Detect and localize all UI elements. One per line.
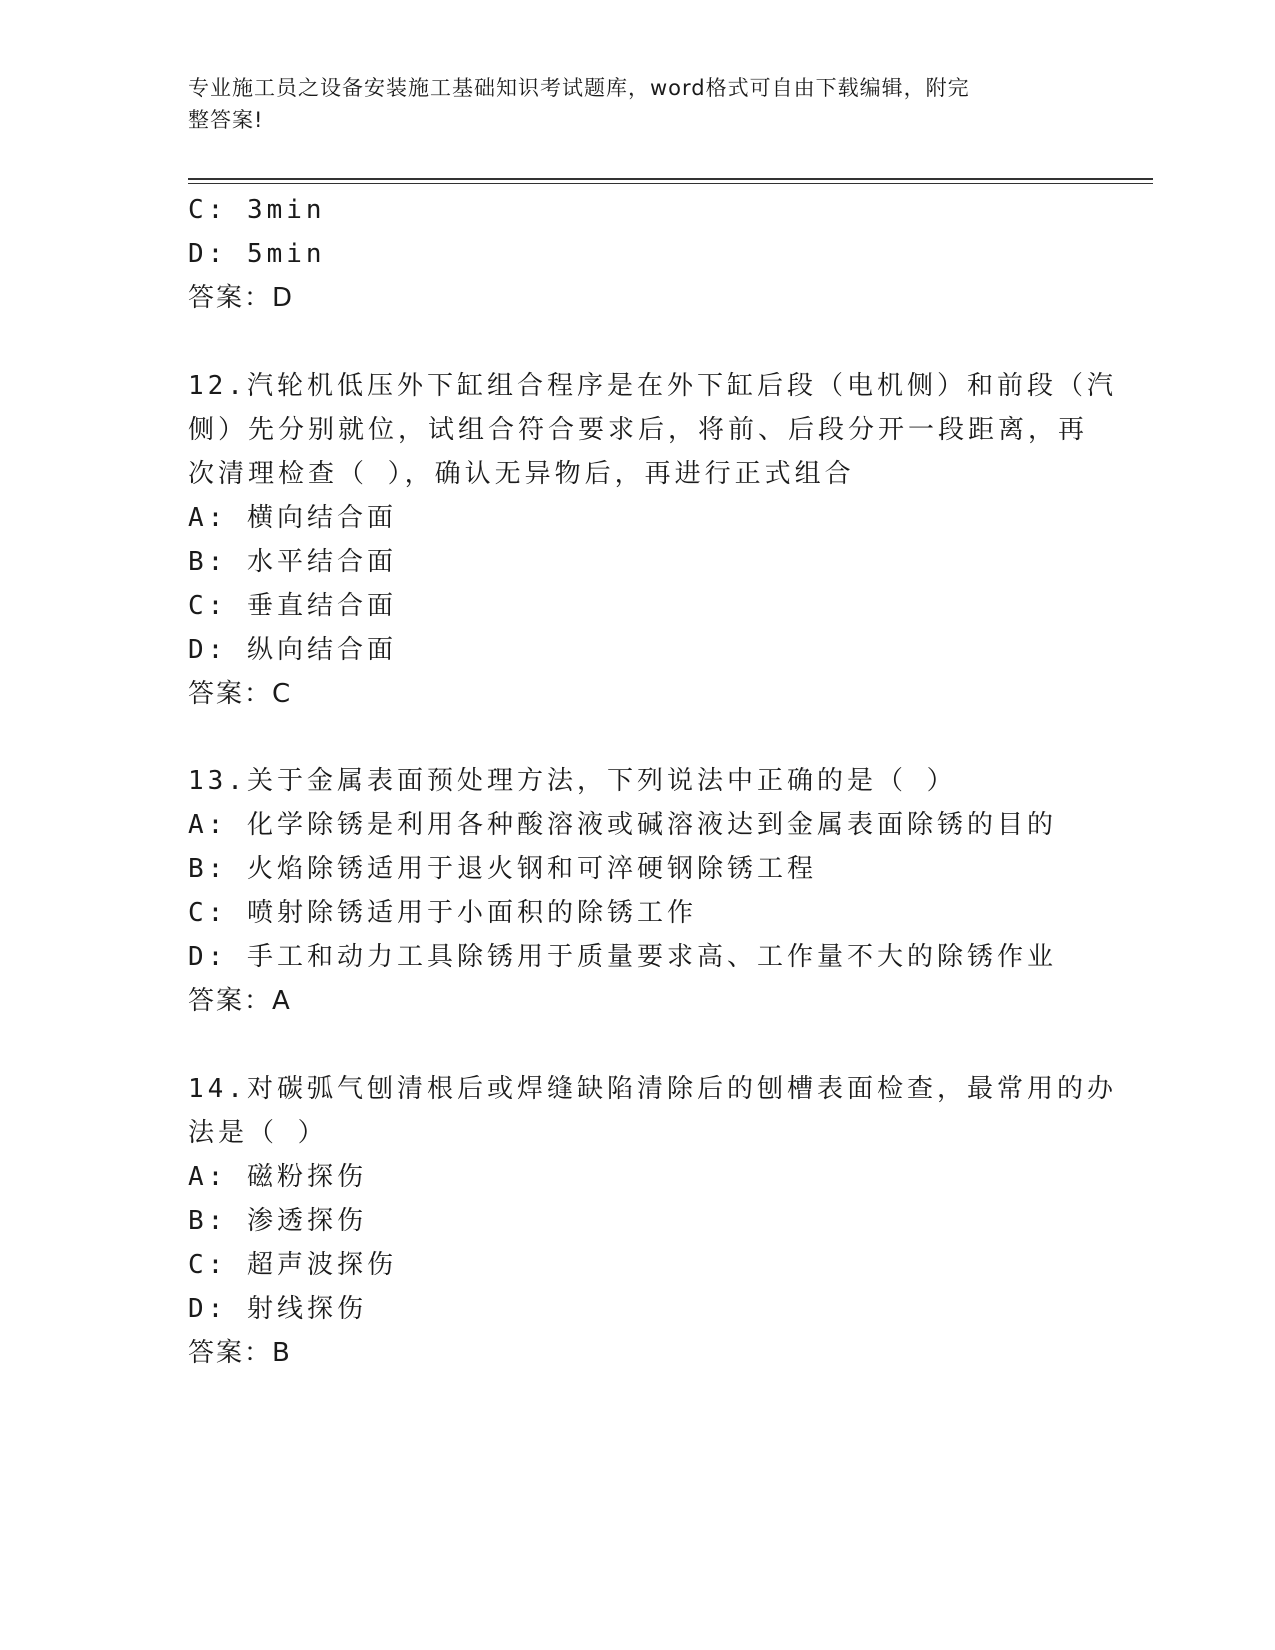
q12-stem-line-1: 12.汽轮机低压外下缸组合程序是在外下缸后段（电机侧）和前段（汽: [188, 371, 1117, 401]
q13-option-c: C: 喷射除锈适用于小面积的除锈工作: [188, 898, 697, 928]
q11-answer: 答案：D: [188, 283, 295, 313]
q14-option-a: A: 磁粉探伤: [188, 1162, 367, 1192]
q13-option-a: A: 化学除锈是利用各种酸溶液或碱溶液达到金属表面除锈的目的: [188, 810, 1057, 840]
header-line-1: 专业施工员之设备安装施工基础知识考试题库，word格式可自由下载编辑，附完: [188, 76, 970, 100]
header-divider: [188, 178, 1153, 180]
q14-stem-line-1: 14.对碳弧气刨清根后或焊缝缺陷清除后的刨槽表面检查，最常用的办: [188, 1074, 1117, 1104]
q13-stem-line-1: 13.关于金属表面预处理方法，下列说法中正确的是（ ）: [188, 766, 957, 796]
header-line-2: 整答案!: [188, 108, 264, 132]
q12-option-d: D: 纵向结合面: [188, 635, 397, 665]
q12-option-c: C: 垂直结合面: [188, 591, 397, 621]
q11-option-c: C: 3min: [188, 195, 326, 225]
q14-stem-line-2: 法是（ ）: [188, 1118, 328, 1148]
q12-option-a: A: 横向结合面: [188, 503, 397, 533]
q12-stem-line-2: 侧）先分别就位，试组合符合要求后，将前、后段分开一段距离，再: [188, 415, 1089, 445]
q14-option-d: D: 射线探伤: [188, 1294, 367, 1324]
q13-option-b: B: 火焰除锈适用于退火钢和可淬硬钢除锈工程: [188, 854, 817, 884]
q14-option-b: B: 渗透探伤: [188, 1206, 367, 1236]
q12-option-b: B: 水平结合面: [188, 547, 397, 577]
q13-option-d: D: 手工和动力工具除锈用于质量要求高、工作量不大的除锈作业: [188, 942, 1057, 972]
document-header: [188, 72, 1088, 136]
header-divider-thin: [188, 183, 1153, 184]
q12-stem-line-3: 次清理检查（ ），确认无异物后，再进行正式组合: [188, 459, 855, 489]
q11-option-d: D: 5min: [188, 239, 326, 269]
q14-answer: 答案：B: [188, 1338, 292, 1368]
q14-option-c: C: 超声波探伤: [188, 1250, 397, 1280]
q12-answer: 答案：C: [188, 679, 293, 709]
q13-answer: 答案：A: [188, 986, 292, 1016]
